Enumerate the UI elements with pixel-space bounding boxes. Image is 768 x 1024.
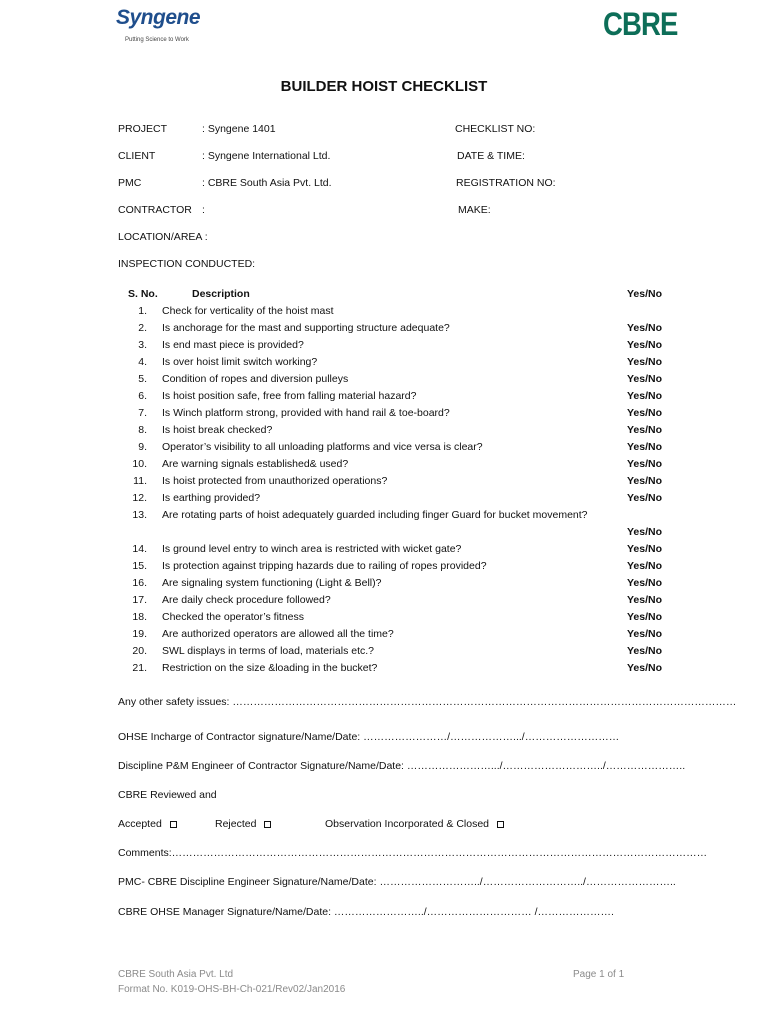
observation-label: Observation Incorporated & Closed [325,818,490,830]
checklist-item-yes-no[interactable]: Yes/No [627,526,663,538]
checklist-item-number: 12. [132,492,147,504]
checklist-item-yes-no[interactable]: Yes/No [627,492,663,504]
checklist-item-yes-no[interactable]: Yes/No [627,373,663,385]
footer-format-no: Format No. K019-OHS-BH-Ch-021/Rev02/Jan2016 [118,984,346,995]
checklist-item-description: Is earthing provided? [162,492,261,504]
checklist-item-number: 15. [132,560,147,572]
checklist-item-description: Condition of ropes and diversion pulleys [162,373,349,385]
pmc-value: : CBRE South Asia Pvt. Ltd. [202,177,332,189]
checklist-item-number: 21. [132,662,147,674]
checklist-item-yes-no[interactable]: Yes/No [627,356,663,368]
observation-option[interactable] [325,818,504,830]
checklist-item-number: 3. [138,339,147,351]
checklist-item-yes-no[interactable]: Yes/No [627,407,663,419]
discipline-pm-signature: Discipline P&M Engineer of Contractor Signature/Name/Date: …………………….../………………………../………………….. [118,760,686,772]
checklist-item-description: Are warning signals established& used? [162,458,349,470]
client-label: CLIENT [118,150,156,162]
checklist-item-description: Is hoist break checked? [162,424,273,436]
checklist-item-number: 17. [132,594,147,606]
accepted-label: Accepted [118,818,162,830]
checklist-item-yes-no[interactable]: Yes/No [627,628,663,640]
checklist-item-number: 18. [132,611,147,623]
checklist-item-number: 2. [138,322,147,334]
inspection-label: INSPECTION CONDUCTED: [118,258,256,270]
checklist-item-description: Is end mast piece is provided? [162,339,304,351]
contractor-value: : [202,204,205,216]
checklist-item-number: 13. [132,509,147,521]
footer-page-number: Page 1 of 1 [573,969,625,980]
checklist-item-number: 8. [138,424,147,436]
pmc-label: PMC [118,177,142,189]
checklist-item-yes-no[interactable]: Yes/No [627,543,663,555]
pmc-engineer-signature: PMC- CBRE Discipline Engineer Signature/Name/Date: ………………………../………………………../…………………….. [118,876,676,888]
cbre-logo: CBRE [603,6,678,42]
checklist-item-number: 1. [138,305,147,317]
yes-no-header: Yes/No [627,288,663,300]
checklist-item-number: 11. [133,475,147,487]
checklist-item-yes-no[interactable]: Yes/No [627,441,663,453]
ohse-incharge-signature: OHSE Incharge of Contractor signature/Name/Date: ……………………/……………….../……………………… [118,731,620,743]
checklist-item-description: Is Winch platform strong, provided with hand rail & toe-board? [162,407,450,419]
accepted-checkbox[interactable] [170,821,177,828]
checklist-item-description: Are signaling system functioning (Light & Bell)? [162,577,382,589]
checklist-item-yes-no[interactable]: Yes/No [627,645,663,657]
checklist-no-label: CHECKLIST NO: [455,123,536,135]
checklist-item-description: Are daily check procedure followed? [162,594,331,606]
checklist-item-yes-no[interactable]: Yes/No [627,611,663,623]
checklist-item-description: Are authorized operators are allowed all the time? [162,628,394,640]
checklist-item-number: 14. [132,543,147,555]
checklist-item-number: 9. [138,441,147,453]
checklist-item-description: Operator’s visibility to all unloading platforms and vice versa is clear? [162,441,483,453]
checklist-item-description: Is over hoist limit switch working? [162,356,318,368]
description-header: Description [192,288,250,300]
checklist-item-number: 7. [138,407,147,419]
checklist-item-description: Is anchorage for the mast and supporting structure adequate? [162,322,450,334]
comments-field: Comments:……………………………………………………………………………………………………………………………………… [118,847,708,859]
checklist-item-description: Is hoist protected from unauthorized operations? [162,475,388,487]
checklist-item-yes-no[interactable]: Yes/No [627,390,663,402]
client-value: : Syngene International Ltd. [202,150,331,162]
checklist-item-yes-no[interactable]: Yes/No [627,662,663,674]
checklist-item-number: 6. [138,390,147,402]
checklist-item-yes-no[interactable]: Yes/No [627,424,663,436]
checklist-item-yes-no[interactable]: Yes/No [627,577,663,589]
ohse-manager-signature: CBRE OHSE Manager Signature/Name/Date: ……………………../………………………… /…………………. [118,906,614,918]
checklist-item-description: SWL displays in terms of load, materials etc.? [162,645,375,657]
other-safety-issues: Any other safety issues: ……………………………………………………………………………………………………………………………… [118,696,737,708]
project-value: : Syngene 1401 [202,123,276,135]
checklist-item-number: 10. [132,458,147,470]
syngene-logo-name: Syngene [116,6,201,29]
sno-header: S. No. [128,288,158,300]
checklist-item-description: Is hoist position safe, free from falling material hazard? [162,390,417,402]
rejected-checkbox[interactable] [264,821,271,828]
checklist-item-yes-no[interactable]: Yes/No [627,322,663,334]
checklist-item-number: 20. [132,645,147,657]
checklist-item-description: Is ground level entry to winch area is restricted with wicket gate? [162,543,462,555]
cbre-reviewed-label: CBRE Reviewed and [118,789,217,801]
checklist-item-description: Is protection against tripping hazards due to railing of ropes provided? [162,560,487,572]
rejected-option[interactable] [215,818,271,830]
checklist-item-description: Check for verticality of the hoist mast [162,305,334,317]
checklist-item-yes-no[interactable]: Yes/No [627,475,663,487]
checklist-item-number: 4. [138,356,147,368]
checklist-item-description: Restriction on the size &loading in the bucket? [162,662,378,674]
accepted-option[interactable] [118,818,177,830]
checklist-item-number: 19. [132,628,147,640]
checklist-item-number: 5. [138,373,147,385]
observation-checkbox[interactable] [497,821,504,828]
checklist-item-description: Are rotating parts of hoist adequately guarded including finger Guard for bucket movement? [162,509,588,521]
checklist-item-description: Checked the operator’s fitness [162,611,305,623]
registration-no-label: REGISTRATION NO: [456,177,556,189]
checklist-item-yes-no[interactable]: Yes/No [627,339,663,351]
date-time-label: DATE & TIME: [457,150,525,162]
page-title: BUILDER HOIST CHECKLIST [280,78,488,95]
checklist-item-yes-no[interactable]: Yes/No [627,458,663,470]
project-label: PROJECT [118,123,168,135]
location-label: LOCATION/AREA : [118,231,208,243]
syngene-logo [116,6,236,46]
make-label: MAKE: [458,204,491,216]
syngene-logo-tagline: Putting Science to Work [125,37,189,43]
checklist-item-yes-no[interactable]: Yes/No [627,594,663,606]
checklist-item-number: 16. [132,577,147,589]
rejected-label: Rejected [215,818,257,830]
footer-company: CBRE South Asia Pvt. Ltd [118,969,234,980]
checklist-item-yes-no[interactable]: Yes/No [627,560,663,572]
contractor-label: CONTRACTOR [118,204,192,216]
